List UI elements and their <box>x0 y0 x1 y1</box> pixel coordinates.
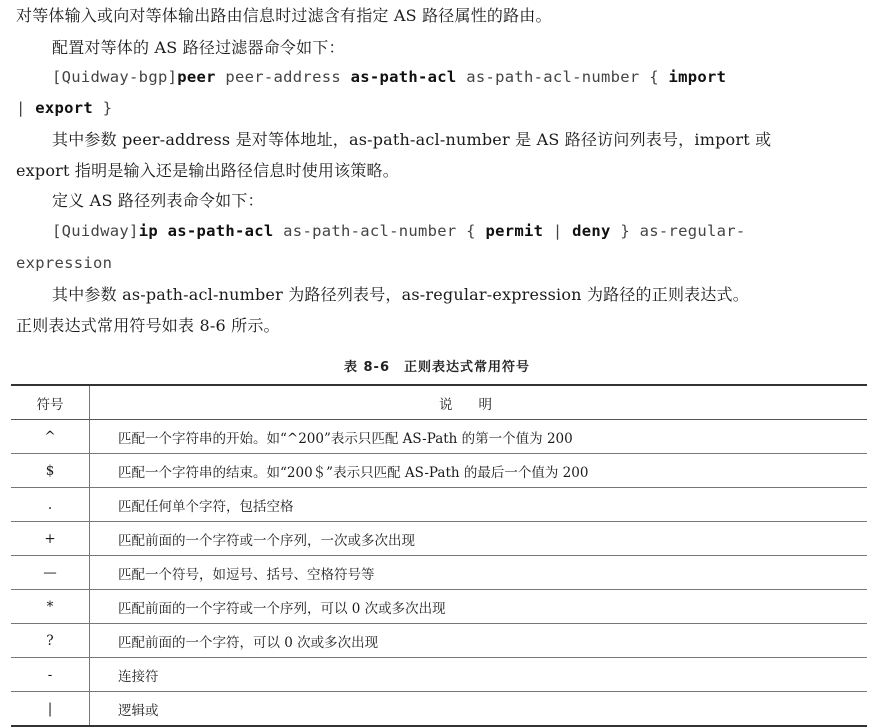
cmd-keyword-as-path-acl-2: as-path-acl <box>167 222 274 240</box>
row-symbol: * <box>11 590 90 624</box>
command-peer-as-path-acl <box>52 67 726 87</box>
cmd-arg-acl-number-2: as-path-acl-number { <box>273 222 486 240</box>
header-description: 说明 <box>90 385 868 420</box>
cmd-prompt-bgp: [Quidway-bgp] <box>52 68 178 86</box>
row-symbol: | <box>11 692 90 727</box>
cmd-keyword-deny: deny <box>572 222 611 240</box>
paragraph-peer-params: 其中参数 peer-address 是对等体地址，as-path-acl-number 是 AS 路径访问列表号，import 或 <box>52 130 772 149</box>
cmd-prompt-quidway: [Quidway] <box>52 222 139 240</box>
row-description: 匹配一个符号，如逗号、括号、空格符号等 <box>90 556 868 590</box>
cmd-keyword-import: import <box>668 68 727 86</box>
row-symbol: — <box>11 556 90 590</box>
paragraph-line-1: 对等体输入或向对等体输出路由信息时过滤含有指定 AS 路径属性的路由。 <box>16 6 552 25</box>
cmd-bar-2: | <box>543 222 573 240</box>
row-description: 匹配一个字符串的结束。如“200＄”表示只匹配 AS-Path 的最后一个值为 200 <box>90 454 868 488</box>
row-symbol: ? <box>11 624 90 658</box>
cmd-keyword-as-path-acl: as-path-acl <box>350 68 457 86</box>
cmd-keyword-permit: permit <box>485 222 544 240</box>
regex-symbol-table <box>11 384 867 727</box>
row-symbol: $ <box>11 454 90 488</box>
cmd-arg-peer-address: peer-address <box>215 68 351 86</box>
cmd-brace-close: } <box>93 99 113 117</box>
table-row <box>11 556 867 590</box>
row-description: 匹配前面的一个字符或一个序列，一次或多次出现 <box>90 522 868 556</box>
table-row <box>11 488 867 522</box>
paragraph-acl-params: 其中参数 as-path-acl-number 为路径列表号，as-regular-expression 为路径的正则表达式。 <box>52 285 749 304</box>
paragraph-table-reference: 正则表达式常用符号如表 8-6 所示。 <box>16 316 280 335</box>
row-description: 匹配一个字符串的开始。如“^200”表示只匹配 AS-Path 的第一个值为 200 <box>90 420 868 454</box>
row-description: 匹配前面的一个字符或一个序列，可以 0 次或多次出现 <box>90 590 868 624</box>
table-row <box>11 522 867 556</box>
row-symbol: ^ <box>11 420 90 454</box>
command-ip-as-path-acl <box>52 221 746 241</box>
table-caption: 表 8-6 正则表达式常用符号 <box>343 360 530 375</box>
row-description: 连接符 <box>90 658 868 692</box>
row-description: 匹配前面的一个字符，可以 0 次或多次出现 <box>90 624 868 658</box>
table-row <box>11 454 867 488</box>
cmd-keyword-ip: ip <box>138 222 158 240</box>
header-symbol: 符号 <box>11 385 90 420</box>
paragraph-peer-params-cont: export 指明是输入还是输出路径信息时使用该策略。 <box>16 161 399 180</box>
table-row <box>11 590 867 624</box>
paragraph-define-acl-intro: 定义 AS 路径列表命令如下： <box>52 191 264 210</box>
table-row <box>11 692 867 727</box>
row-symbol: . <box>11 488 90 522</box>
cmd-arg-regular: } as-regular- <box>610 222 746 240</box>
row-symbol: - <box>11 658 90 692</box>
row-symbol: + <box>11 522 90 556</box>
table-header-row <box>11 385 867 420</box>
row-description: 逻辑或 <box>90 692 868 727</box>
cmd-keyword-peer: peer <box>177 68 216 86</box>
cmd-arg-acl-number: as-path-acl-number { <box>456 68 669 86</box>
table-row <box>11 658 867 692</box>
cmd-bar: | <box>16 99 36 117</box>
command-peer-continuation <box>16 98 112 118</box>
row-description: 匹配任何单个字符，包括空格 <box>90 488 868 522</box>
command-ip-continuation: expression <box>16 254 113 272</box>
cmd-keyword-export: export <box>35 99 94 117</box>
table-row <box>11 624 867 658</box>
paragraph-config-peer-intro: 配置对等体的 AS 路径过滤器命令如下： <box>52 38 345 57</box>
table-row <box>11 420 867 454</box>
